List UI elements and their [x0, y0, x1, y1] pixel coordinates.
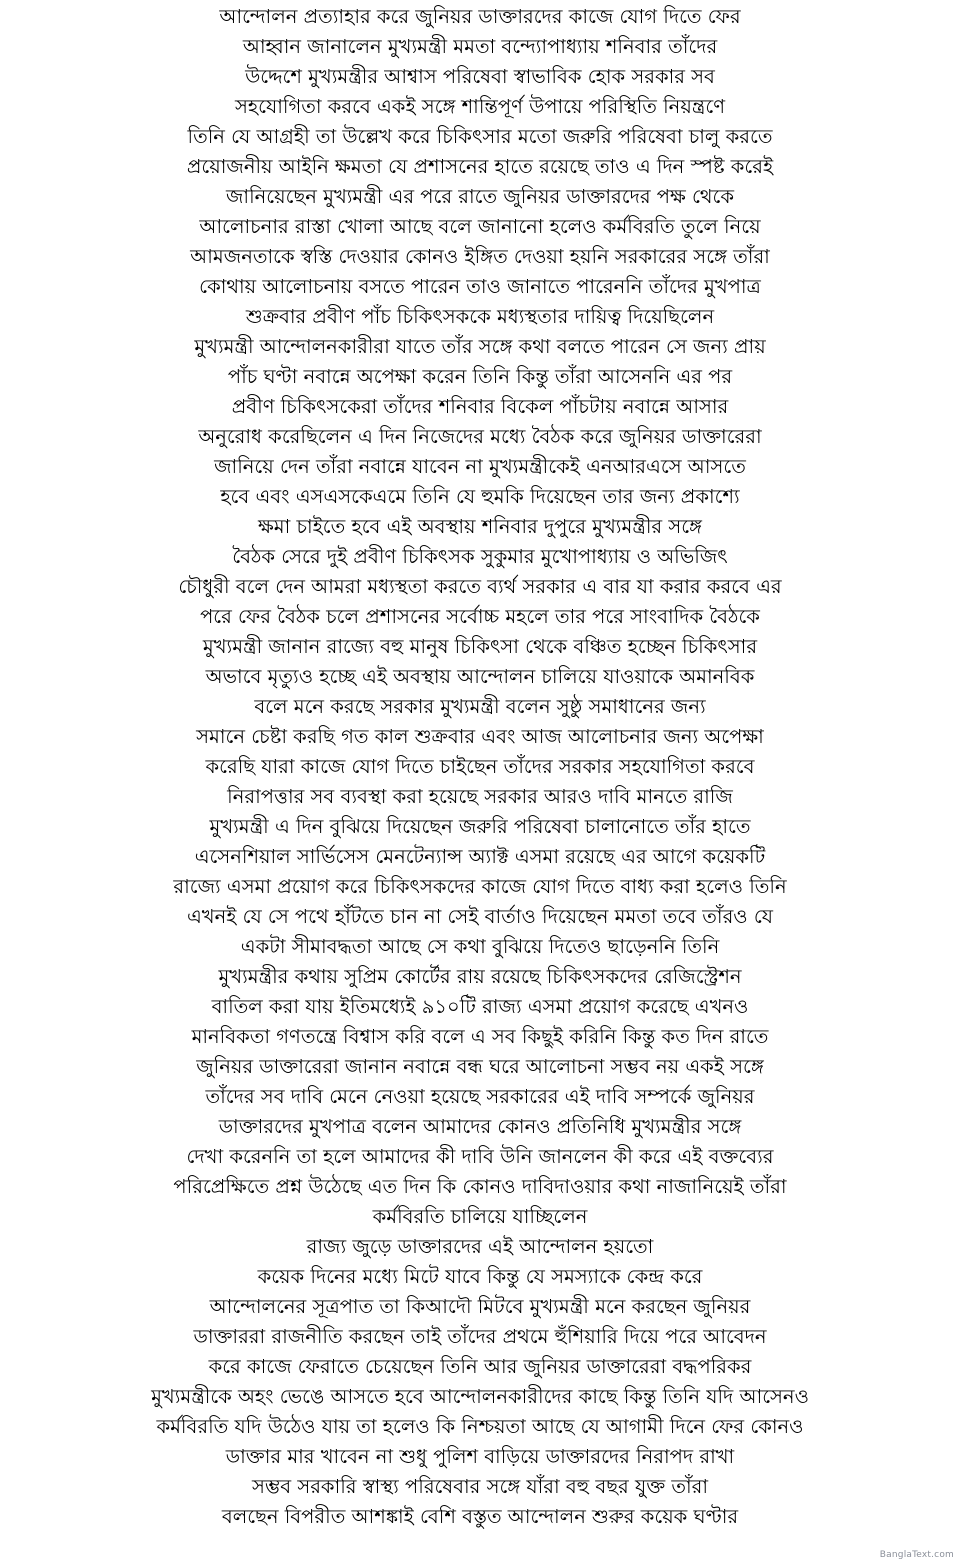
- text-line: নিরাপত্তার সব ব্যবস্থা করা হয়েছে সরকার আরও দাবি মানতে রাজি: [227, 785, 733, 808]
- text-line: ডাক্তার মার খাবেন না শুধু পুলিশ বাড়িয়ে ডাক্তারদের নিরাপদ রাখা: [225, 1445, 735, 1468]
- text-line: উদ্দেশে মুখ্যমন্ত্রীর আশ্বাস পরিষেবা স্বাভাবিক হোক সরকার সব: [245, 65, 715, 88]
- text-line: শুক্রবার প্রবীণ পাঁচ চিকিৎসককে মধ্যস্থতার দায়িত্ব দিয়েছিলেন: [245, 305, 715, 328]
- text-line: বলে মনে করছে সরকার মুখ্যমন্ত্রী বলেন সুষ্ঠু সমাধানের জন্য: [254, 695, 706, 718]
- text-line: জানিয়েছেন মুখ্যমন্ত্রী এর পরে রাতে জুনিয়র ডাক্তারদের পক্ষ থেকে: [225, 185, 735, 208]
- text-line: কয়েক দিনের মধ্যে মিটে যাবে কিন্তু যে সমস্যাকে কেন্দ্র করে: [257, 1265, 703, 1288]
- text-line: দেখা করেননি তা হলে আমাদের কী দাবি উনি জানলেন কী করে এই বক্তব্যের: [186, 1145, 774, 1168]
- text-line: মানবিকতা গণতন্ত্রে বিশ্বাস করি বলে এ সব কিছুই করিনি কিন্তু কত দিন রাতে: [191, 1025, 769, 1048]
- text-line: আলোচনার রাস্তা খোলা আছে বলে জানানো হলেও কর্মবিরতি তুলে নিয়ে: [199, 215, 761, 238]
- text-line: প্রবীণ চিকিৎসকেরা তাঁদের শনিবার বিকেল পাঁচটায় নবান্নে আসার: [231, 395, 729, 418]
- text-line: এখনই যে সে পথে হাঁটতে চান না সেই বার্তাও দিয়েছেন মমতা তবে তাঁরও যে: [186, 905, 774, 928]
- text-line: মুখ্যমন্ত্রী এ দিন বুঝিয়ে দিয়েছেন জরুরি পরিষেবা চালানোতে তাঁর হাতে: [209, 815, 751, 838]
- text-line: করে কাজে ফেরাতে চেয়েছেন তিনি আর জুনিয়র ডাক্তারেরা বদ্ধপরিকর: [208, 1355, 752, 1378]
- article-text: [0, 2, 960, 1532]
- text-line: সমানে চেষ্টা করছি গত কাল শুক্রবার এবং আজ আলোচনার জন্য অপেক্ষা: [196, 725, 764, 748]
- text-line: ক্ষমা চাইতে হবে এই অবস্থায় শনিবার দুপুরে মুখ্যমন্ত্রীর সঙ্গে: [257, 515, 702, 538]
- text-line: প্রয়োজনীয় আইনি ক্ষমতা যে প্রশাসনের হাতে রয়েছে তাও এ দিন স্পষ্ট করেই: [186, 155, 774, 178]
- text-line: ডাক্তাররা রাজনীতি করছেন তাই তাঁদের প্রথমে হুঁশিয়ারি দিয়ে পরে আবেদন: [193, 1325, 767, 1348]
- text-line: সহযোগিতা করবে একই সঙ্গে শান্তিপূর্ণ উপায়ে পরিস্থিতি নিয়ন্ত্রণে: [235, 95, 725, 118]
- text-line: তাঁদের সব দাবি মেনে নেওয়া হয়েছে সরকারের এই দাবি সম্পর্কে জুনিয়র: [205, 1085, 755, 1108]
- text-line: আহ্বান জানালেন মুখ্যমন্ত্রী মমতা বন্দ্যোপাধ্যায় শনিবার তাঁদের: [242, 35, 718, 58]
- text-line: বৈঠক সেরে দুই প্রবীণ চিকিৎসক সুকুমার মুখোপাধ্যায় ও অভিজিৎ: [232, 545, 728, 568]
- text-line: ডাক্তারদের মুখপাত্র বলেন আমাদের কোনও প্রতিনিধি মুখ্যমন্ত্রীর সঙ্গে: [218, 1115, 742, 1138]
- text-line: বলছেন বিপরীত আশঙ্কাই বেশি বস্তুত আন্দোলন শুরুর কয়েক ঘণ্টার: [221, 1505, 739, 1528]
- text-line: জানিয়ে দেন তাঁরা নবান্নে যাবেন না মুখ্যমন্ত্রীকেই এনআরএসে আসতে: [214, 455, 746, 478]
- text-line: জুনিয়র ডাক্তারেরা জানান নবান্নে বন্ধ ঘরে আলোচনা সম্ভব নয় একই সঙ্গে: [196, 1055, 764, 1078]
- text-line: চৌধুরী বলে দেন আমরা মধ্যস্থতা করতে ব্যর্থ সরকার এ বার যা করার করবে এর: [178, 575, 782, 598]
- text-line: রাজ্য জুড়ে ডাক্তারদের এই আন্দোলন হয়তো: [306, 1235, 654, 1258]
- text-line: অনুরোধ করেছিলেন এ দিন নিজেদের মধ্যে বৈঠক করে জুনিয়র ডাক্তারেরা: [198, 425, 762, 448]
- text-line: আন্দোলনের সূত্রপাত তা কিআদৌ মিটবে মুখ্যমন্ত্রী মনে করছেন জুনিয়র: [209, 1295, 751, 1318]
- text-line: মুখ্যমন্ত্রী আন্দোলনকারীরা যাতে তাঁর সঙ্গে কথা বলতে পারেন সে জন্য প্রায়: [194, 335, 766, 358]
- text-line: রাজ্যে এসমা প্রয়োগ করে চিকিৎসকদের কাজে যোগ দিতে বাধ্য করা হলেও তিনি: [173, 875, 787, 898]
- text-line: মুখ্যমন্ত্রী জানান রাজ্যে বহু মানুষ চিকিৎসা থেকে বঞ্চিত হচ্ছেন চিকিৎসার: [202, 635, 758, 658]
- site-watermark: BanglaText.com: [879, 1550, 954, 1560]
- text-line: এসেনশিয়াল সার্ভিসেস মেনটেন্যান্স অ্যাক্ট এসমা রয়েছে এর আগে কয়েকটি: [194, 845, 766, 868]
- text-line: কোথায় আলোচনায় বসতে পারেন তাও জানাতে পারেননি তাঁদের মুখপাত্র: [199, 275, 761, 298]
- text-line: কর্মবিরতি চালিয়ে যাচ্ছিলেন: [372, 1205, 588, 1228]
- text-line: পরে ফের বৈঠক চলে প্রশাসনের সর্বোচ্চ মহলে তার পরে সাংবাদিক বৈঠকে: [200, 605, 760, 628]
- text-line: করেছি যারা কাজে যোগ দিতে চাইছেন তাঁদের সরকার সহযোগিতা করবে: [205, 755, 755, 778]
- text-line: অভাবে মৃত্যুও হচ্ছে এই অবস্থায় আন্দোলন চালিয়ে যাওয়াকে অমানবিক: [205, 665, 755, 688]
- text-line: কর্মবিরতি যদি উঠেও যায় তা হলেও কি নিশ্চয়তা আছে যে আগামী দিনে ফের কোনও: [156, 1415, 804, 1438]
- text-line: সম্ভব সরকারি স্বাস্থ্য পরিষেবার সঙ্গে যাঁরা বহু বছর যুক্ত তাঁরা: [251, 1475, 709, 1498]
- text-line: আন্দোলন প্রত্যাহার করে জুনিয়র ডাক্তারদের কাজে যোগ দিতে ফের: [219, 5, 741, 28]
- text-line: বাতিল করা যায় ইতিমধ্যেই ৯১০টি রাজ্য এসমা প্রয়োগ করেছে এখনও: [211, 995, 749, 1018]
- text-line: হবে এবং এসএসকেএমে তিনি যে হুমকি দিয়েছেন তার জন্য প্রকাশ্যে: [220, 485, 740, 508]
- text-line: আমজনতাকে স্বস্তি দেওয়ার কোনও ইঙ্গিত দেওয়া হয়নি সরকারের সঙ্গে তাঁরা: [190, 245, 770, 268]
- text-line: মুখ্যমন্ত্রীর কথায় সুপ্রিম কোর্টের রায় রয়েছে চিকিৎসকদের রেজিস্ট্রেশন: [218, 965, 742, 988]
- text-line: পাঁচ ঘণ্টা নবান্নে অপেক্ষা করেন তিনি কিন্তু তাঁরা আসেননি এর পর: [227, 365, 733, 388]
- text-line: তিনি যে আগ্রহী তা উল্লেখ করে চিকিৎসার মতো জরুরি পরিষেবা চালু করতে: [187, 125, 773, 148]
- text-line: মুখ্যমন্ত্রীকে অহং ভেঙে আসতে হবে আন্দোলনকারীদের কাছে কিন্তু তিনি যদি আসেনও: [151, 1385, 809, 1408]
- text-line: পরিপ্রেক্ষিতে প্রশ্ন উঠেছে এত দিন কি কোনও দাবিদাওয়ার কথা নাজানিয়েই তাঁরা: [173, 1175, 787, 1198]
- text-line: একটা সীমাবদ্ধতা আছে সে কথা বুঝিয়ে দিতেও ছাড়েননি তিনি: [240, 935, 720, 958]
